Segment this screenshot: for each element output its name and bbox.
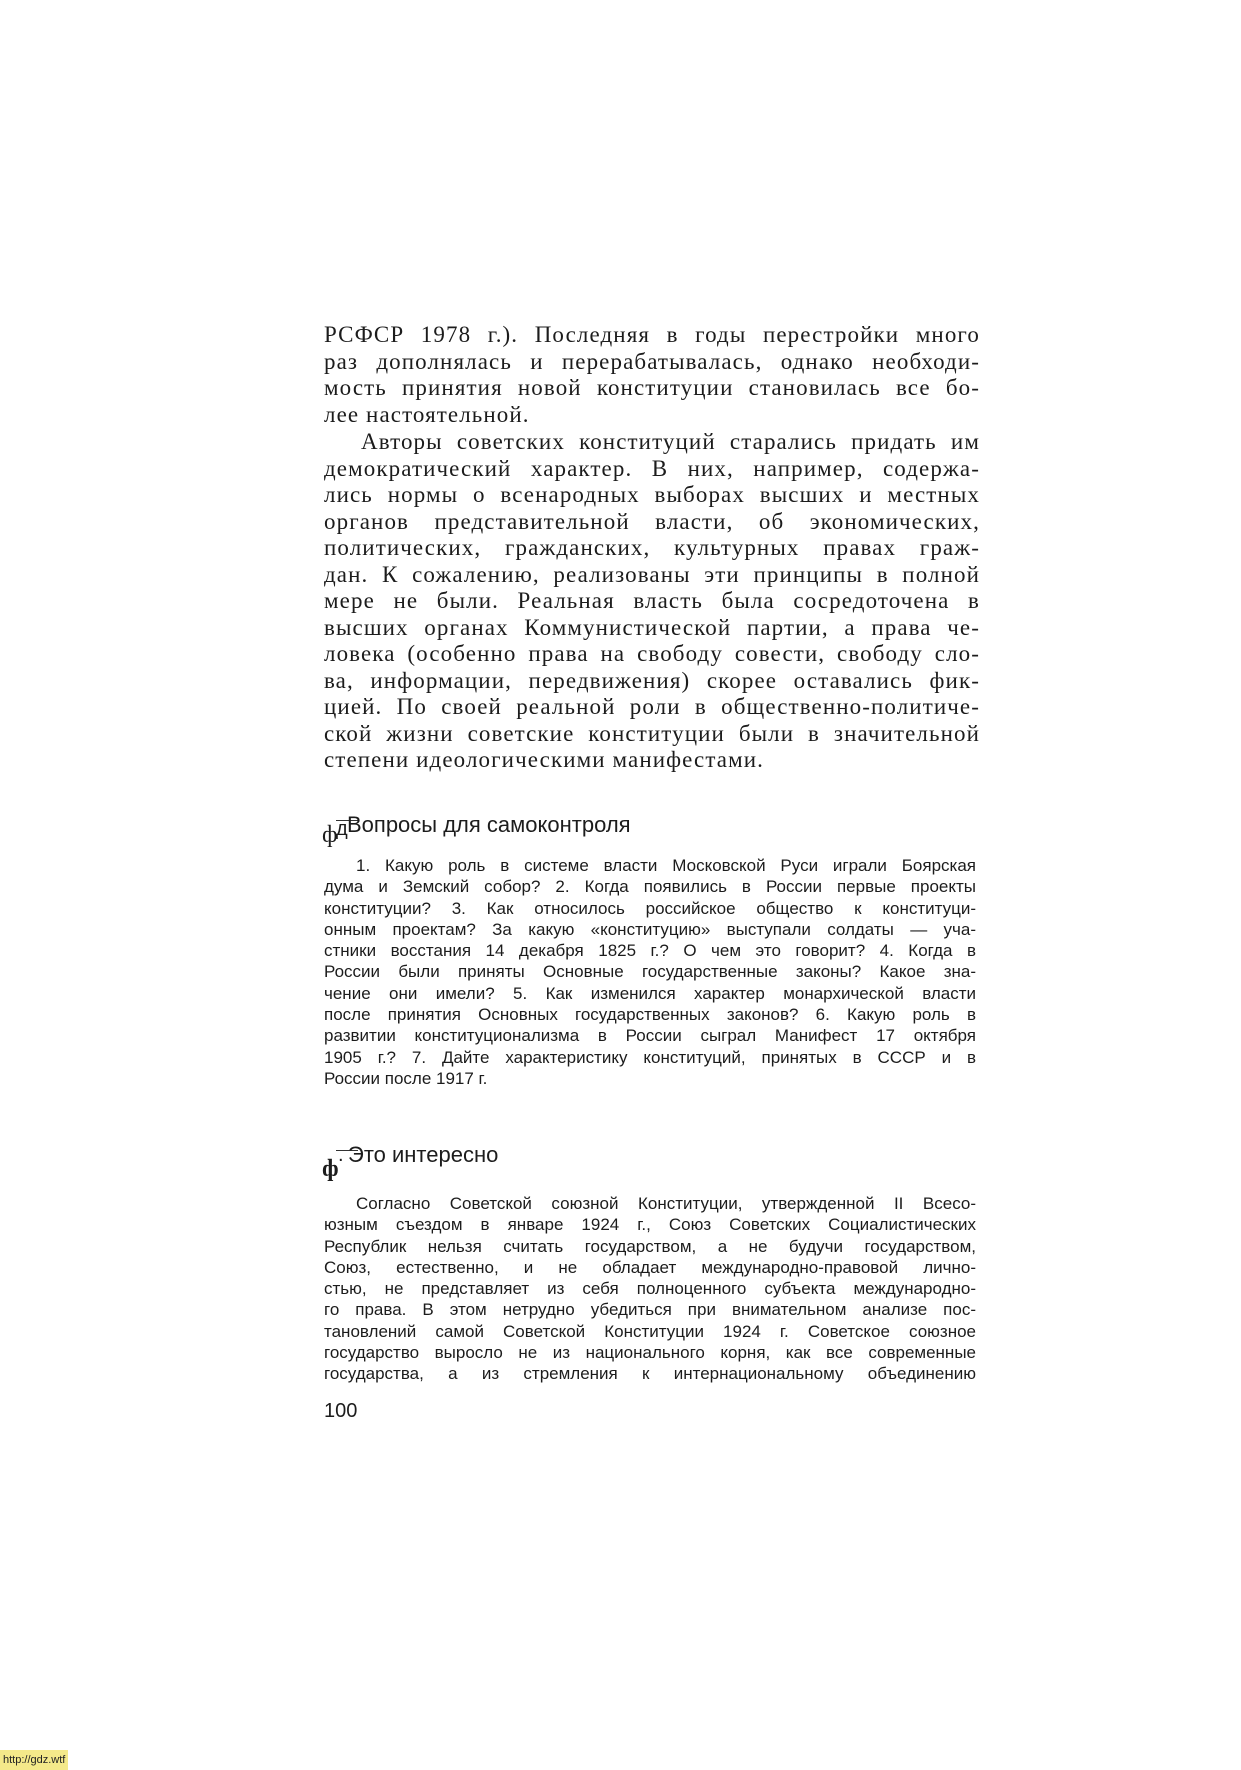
- text-line: лее настоятельной.: [324, 401, 530, 427]
- paragraph-2: [324, 429, 980, 774]
- text-line: степени идеологическими манифестами.: [324, 747, 765, 772]
- interesting-line: Республик нельзя считать государством, а не будучи государством,: [324, 1236, 976, 1256]
- question-line: дума и Земский собор? 2. Когда появились в России первые проекты: [324, 877, 976, 897]
- question-line: развитии конституционализма в России сыграл Манифест 17 октября: [324, 1026, 976, 1046]
- question-line: чение они имели? 5. Как изменился характер монархической власти: [324, 983, 976, 1003]
- main-text: [324, 322, 980, 774]
- paragraph-1: [324, 322, 980, 428]
- heading-mark: .: [338, 1144, 344, 1166]
- heading-title: Вопросы для самоконтроля: [347, 812, 631, 837]
- text-line: раз дополнялась и перерабатывалась, однако необходи-: [324, 348, 980, 374]
- heading-title: Это интересно: [348, 1142, 499, 1167]
- fi-icon: ф: [322, 1156, 339, 1182]
- text-line: лись нормы о всенародных выборах высших и местных: [324, 482, 980, 507]
- text-line: органов представительной власти, об экономических,: [324, 508, 980, 534]
- text-line: дан. К сожалению, реализованы эти принципы в полной: [324, 561, 980, 587]
- watermark-link[interactable]: http://gdz.wtf: [0, 1750, 68, 1770]
- questions-text: [324, 855, 976, 1089]
- question-line: онным проектам? За какую «конституцию» выступали солдаты — уча-: [324, 919, 976, 939]
- interesting-line: юзным съездом в январе 1924 г., Союз Советских Социалистических: [324, 1215, 976, 1235]
- fi-icon: ф: [322, 822, 338, 848]
- question-line: России были приняты Основные государственные законы? Какое зна-: [324, 962, 976, 982]
- interesting-text: [324, 1193, 976, 1385]
- text-line: Авторы советских конституций старались придать им: [361, 429, 980, 454]
- interesting-line: Согласно Советской союзной Конституции, утвержденной II Всесо-: [356, 1194, 976, 1213]
- question-line: конституции? 3. Как относилось российское общество к конституци-: [324, 898, 976, 918]
- interesting-line: го права. В этом нетрудно убедиться при внимательном анализе пос-: [324, 1300, 976, 1320]
- interesting-line: Союз, естественно, и не обладает международно-правовой лично-: [324, 1257, 976, 1277]
- text-line: политических, гражданских, культурных правах граж-: [324, 535, 980, 560]
- text-line: ской жизни советские конституции были в значительной: [324, 720, 980, 746]
- page-number: 100: [324, 1400, 358, 1422]
- question-line: 1. Какую роль в системе власти Московской Руси играли Боярская: [356, 856, 976, 875]
- text-line: высших органах Коммунистической партии, а права че-: [324, 614, 980, 640]
- interesting-line: государства, а из стремления к интернациональному объединению: [324, 1364, 976, 1384]
- text-line: ва, информации, передвижения) скорее оставались фик-: [324, 667, 980, 693]
- interesting-line: государство выросло не из национального корня, как все современные: [324, 1343, 976, 1363]
- heading-mark: д: [336, 818, 348, 840]
- text-line: РСФСР 1978 г.). Последняя в годы перестройки много: [324, 322, 980, 347]
- text-line: мость принятия новой конституции становилась все бо-: [324, 375, 980, 400]
- interesting-line: стью, не представляет из себя полноценного субъекта международно-: [324, 1279, 976, 1299]
- question-line: России после 1917 г.: [324, 1068, 488, 1088]
- text-line: демократический характер. В них, например, содержа-: [324, 455, 980, 481]
- text-line: цией. По своей реальной роли в общественно-политиче-: [324, 694, 980, 719]
- question-line: 1905 г.? 7. Дайте характеристику конституций, принятых в СССР и в: [324, 1047, 976, 1067]
- interesting-line: тановлений самой Советской Конституции 1924 г. Советское союзное: [324, 1321, 976, 1341]
- question-line: после принятия Основных государственных законов? 6. Какую роль в: [324, 1005, 976, 1025]
- text-line: мере не были. Реальная власть была сосредоточена в: [324, 588, 980, 613]
- question-line: стники восстания 14 декабря 1825 г.? О чем это говорит? 4. Когда в: [324, 941, 976, 961]
- text-line: ловека (особенно права на свободу совести, свободу сло-: [324, 641, 980, 666]
